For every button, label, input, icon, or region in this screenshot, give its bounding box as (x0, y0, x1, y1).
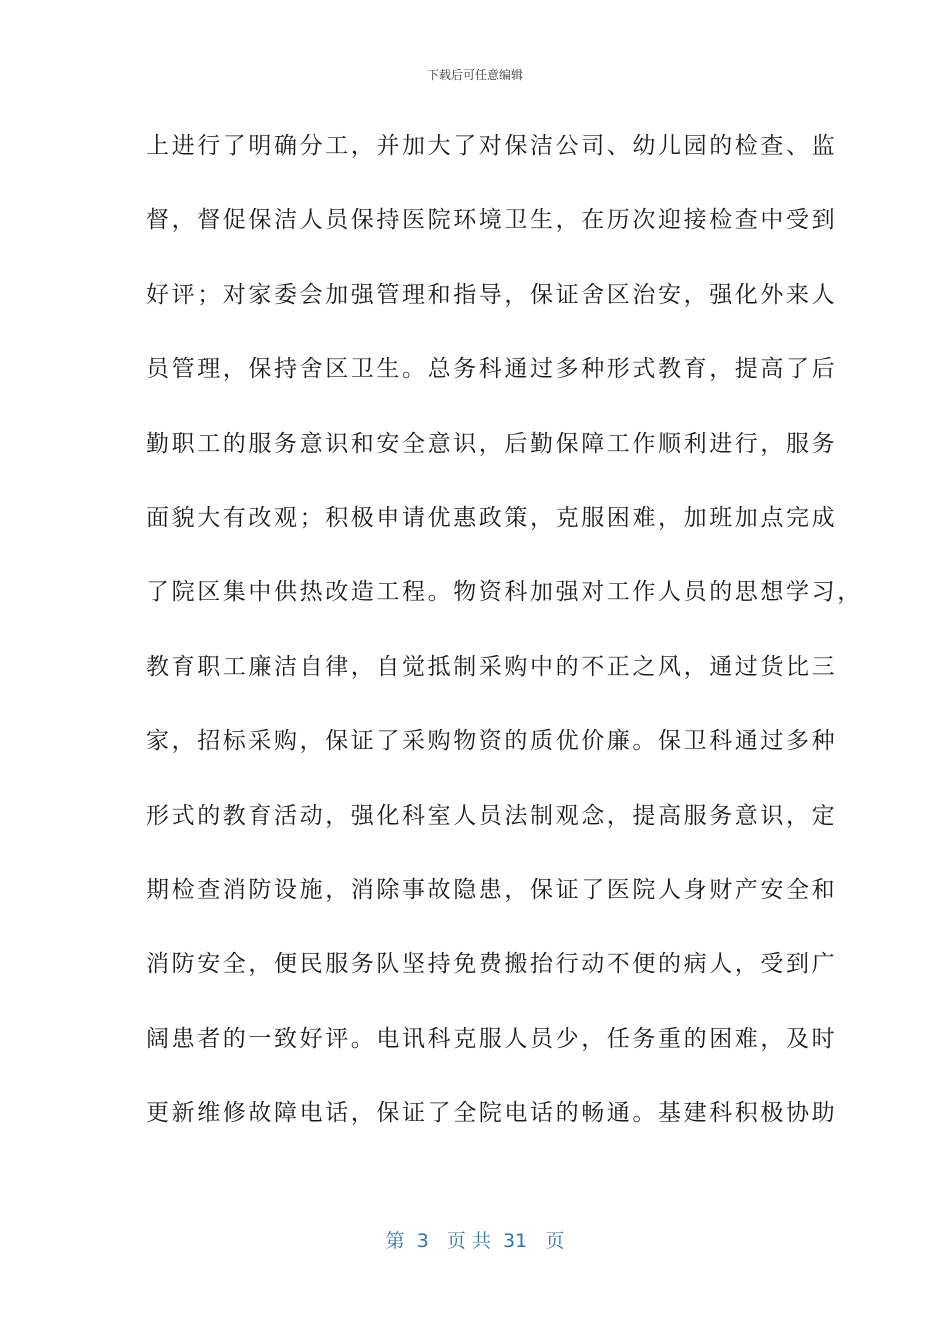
body-line: 好评；对家委会加强管理和指导，保证舍区治安，强化外来人 (146, 281, 838, 308)
body-line: 上进行了明确分工，并加大了对保洁公司、幼儿园的检查、监 (146, 133, 838, 159)
body-line: 勤职工的服务意识和安全意识，后勤保障工作顺利进行，服务 (146, 430, 838, 457)
body-line: 更新维修故障电话，保证了全院电话的畅通。基建科积极协助 (146, 1100, 838, 1127)
body-line: 期检查消防设施，消除事故隐患，保证了医院人身财产安全和 (146, 876, 838, 903)
page-header: 下载后可任意编辑 (426, 68, 523, 82)
body-line: 形式的教育活动，强化科室人员法制观念，提高服务意识，定 (146, 802, 838, 829)
body-line: 家，招标采购，保证了采购物资的质优价廉。保卫科通过多种 (146, 728, 838, 755)
body-line: 面貌大有改观；积极申请优惠政策，克服困难，加班加点完成 (146, 504, 838, 531)
body-line: 员管理，保持舍区卫生。总务科通过多种形式教育，提高了后 (146, 356, 838, 383)
body-line: 教育职工廉洁自律，自觉抵制采购中的不正之风，通过货比三 (146, 653, 838, 680)
page-number-footer: 第 3 页 共 31 页 (385, 1230, 565, 1252)
body-line: 督，督促保洁人员保持医院环境卫生，在历次迎接检查中受到 (146, 207, 838, 234)
document-body (146, 118, 863, 1159)
body-line: 了院区集中供热改造工程。物资科加强对工作人员的思想学习， (146, 579, 863, 606)
body-line: 阔患者的一致好评。电讯科克服人员少，任务重的困难，及时 (146, 1025, 838, 1052)
body-line: 消防安全，便民服务队坚持免费搬抬行动不便的病人，受到广 (146, 951, 838, 978)
